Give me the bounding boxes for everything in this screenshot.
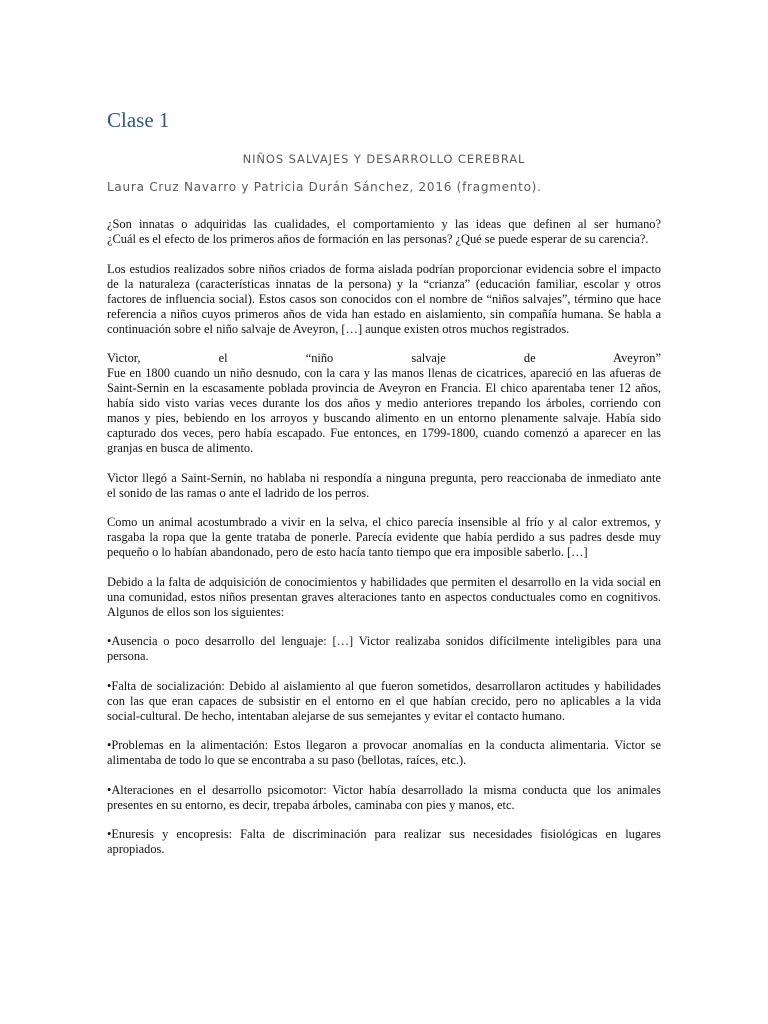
text-line: Debido a la falta de adquisición de conocimientos y habilidades que permiten el desarrollo en la vida social en [107,574,661,589]
text-line: rasgaba la ropa que la gente trataba de ponerle. Parecía evidente que había perdido a sus padres desde muy [107,530,661,544]
text-line: una comunidad, estos niños presentan graves alteraciones tanto en aspectos conductuales como en cognitivos. [107,589,661,604]
text-line: de la naturaleza (características innatas de la persona) y la “crianza” (educación familiar, escolar y otros [107,276,661,291]
text-line: pequeño o lo habían abandonado, pero de esto hacía tanto tiempo que era imposible saberlo. […] [107,545,588,559]
text-line: factores de influencia social). Estos casos son conocidos con el nombre de “niños salvajes”, término que hace [107,291,661,306]
text-line: con las que eran capaces de subsistir en el entorno en el que habían crecido, pero no aplicables a la vida [107,693,661,708]
text-line: •Problemas en la alimentación: Estos llegaron a provocar anomalías en la conducta alimentaria. Victor se [107,738,661,752]
text-line: había sido visto varias veces durante los dos años y medio anteriores trepando los árboles, corriendo con [107,396,661,410]
text-line: manos y pies, bebiendo en los arroyos y buscando alimento en un entorno plenamente salvaje. Había sido [107,411,661,425]
paragraph [107,679,661,724]
page-heading: Clase 1 [107,108,170,132]
text-line: Victor, el “niño salvaje de Aveyron” [107,351,661,365]
text-line: el sonido de las ramas o ante el ladrido de los perros. [107,485,370,500]
text-line: granjas en busca de alimento. [107,441,254,455]
paragraph [107,575,661,620]
paragraph [107,634,661,664]
text-line: Fue en 1800 cuando un niño desnudo, con la cara y las manos llenas de cicatrices, apareció en las afueras de [107,366,661,380]
text-line: ¿Son innatas o adquiridas las cualidades, el comportamiento y las ideas que definen al ser humano? [107,217,661,231]
text-line: Saint-Sernin en la escasamente poblada provincia de Aveyron en Francia. El chico aparentaba tener 12 años, [107,381,661,395]
text-line: •Falta de socialización: Debido al aislamiento al que fueron sometidos, desarrollaron actitudes y habilidades [107,678,661,693]
paragraph [107,783,661,813]
text-line: apropiados. [107,842,165,856]
text-line: ¿Cuál es el efecto de los primeros años de formación en las personas? ¿Qué se puede esperar de su carencia?. [107,232,649,246]
document-body [107,217,661,872]
text-line: referencia a niños cuyos primeros años de vida han estado en aislamiento, sin compañía humana. Se habla a [107,306,661,321]
text-line: Los estudios realizados sobre niños criados de forma aislada podrían proporcionar evidencia sobre el impacto [107,261,661,276]
text-line: continuación sobre el niño salvaje de Aveyron, […] aunque existen otros muchos registrados. [107,321,570,336]
text-line: Victor llegó a Saint-Sernin, no hablaba ni respondía a ninguna pregunta, pero reaccionaba de inmediato ante [107,470,661,485]
paragraph [107,827,661,857]
paragraph [107,738,661,768]
paragraph [107,262,661,337]
paragraph [107,515,661,560]
text-line: presentes en su entorno, es decir, trepaba árboles, caminaba con pies y manos, etc. [107,797,515,812]
text-line: •Alteraciones en el desarrollo psicomotor: Victor había desarrollado la misma conducta que los animales [107,782,661,797]
text-line: capturado dos veces, pero había escapado. Fue entonces, en 1799-1800, cuando comenzó a aparecer en las [107,426,661,440]
text-line: alimentaba de todo lo que se encontraba a su paso (bellotas, raíces, etc.). [107,753,467,767]
paragraph [107,217,661,247]
text-line: persona. [107,649,149,663]
document-title: NIÑOS SALVAJES Y DESARROLLO CEREBRAL [242,152,526,166]
text-line: •Ausencia o poco desarrollo del lenguaje: […] Victor realizaba sonidos difícilmente inteligibles para una [107,634,661,648]
author-line: Laura Cruz Navarro y Patricia Durán Sánchez, 2016 (fragmento). [107,180,542,194]
paragraph [107,471,661,501]
text-line: •Enuresis y encopresis: Falta de discriminación para realizar sus necesidades fisiológicas en lugares [107,827,661,841]
text-line: Como un animal acostumbrado a vivir en la selva, el chico parecía insensible al frío y al calor extremos, y [107,515,661,529]
text-line: Algunos de ellos son los siguientes: [107,604,285,619]
text-line: social-cultural. De hecho, intentaban alejarse de sus semejantes y evitar el contacto humano. [107,708,565,723]
paragraph [107,351,661,456]
